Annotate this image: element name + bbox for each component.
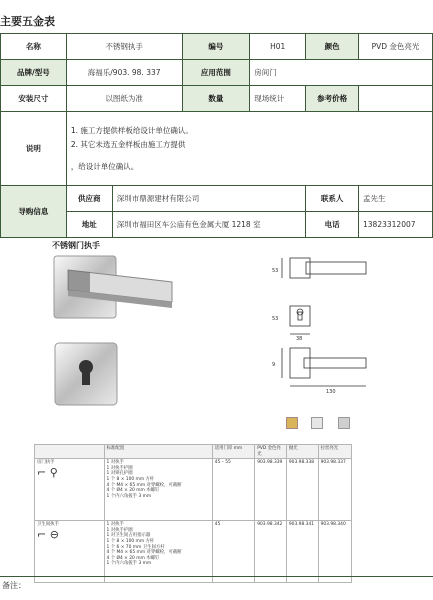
remark-label: 备注：	[2, 581, 26, 590]
catalog-row-title: 卫生间执手	[37, 522, 59, 528]
note-line: 1. 施工方提供样板给设计单位确认。	[70, 125, 193, 135]
note-line: 2. 其它未选五金样板由施工方提供	[70, 139, 186, 149]
dim-53b-label: 53	[272, 316, 279, 322]
color-label: 颜色	[306, 34, 359, 60]
brushed-swatch	[338, 417, 350, 429]
spec-row-brand	[1, 60, 433, 86]
phone-value: 13823312007	[359, 212, 433, 238]
handle-photo	[50, 252, 180, 332]
bathroom-handle-icon: ⌐ ⊖	[37, 527, 59, 541]
config-line: 1 对卫生间占用指示器	[106, 533, 151, 539]
address-value: 深圳市福田区车公庙有色金属大厦 1218 室	[112, 212, 305, 238]
catalog-header-empty	[35, 445, 105, 459]
code-label: 编号	[182, 34, 250, 60]
config-line: 1 个 6 × 70 mm 卫生间方杆	[106, 544, 165, 550]
spec-table	[0, 33, 433, 238]
catalog-header-gold: PVD 金色亮光	[255, 445, 287, 459]
catalog-row-brushed: 903.98.340	[318, 521, 351, 583]
color-value: PVD 金色亮光	[359, 34, 433, 60]
catalog-row-door: 45 – 55	[212, 459, 255, 521]
scope-value: 房间门	[250, 60, 433, 86]
scope-label: 应用范围	[182, 60, 250, 86]
brand-value: 海福乐/903. 98. 337	[66, 60, 182, 86]
phone-label: 电话	[306, 212, 359, 238]
catalog-header-brushed: 拉丝亮光	[318, 445, 351, 459]
config-line: 1 对执手护圈	[106, 465, 133, 471]
catalog-header-config: 标准配置	[104, 445, 212, 459]
price-label: 参考价格	[306, 86, 359, 112]
spec-row-supplier	[1, 186, 433, 212]
size-label: 安装尺寸	[1, 86, 67, 112]
note-line	[71, 152, 428, 160]
dim-38-label: 38	[296, 336, 303, 342]
catalog-table	[34, 444, 352, 583]
catalog-row-config	[104, 459, 212, 521]
catalog-row-polish: 903.98.338	[286, 459, 318, 521]
page-title: 主要五金表	[0, 15, 55, 28]
catalog-row-brushed: 903.98.337	[318, 459, 351, 521]
contact-label: 联系人	[306, 186, 359, 212]
config-line: 1 对执手	[106, 460, 124, 466]
dim-53-label: 53	[272, 268, 279, 274]
rose-photo	[52, 340, 122, 408]
catalog-header-door: 适用门厚 mm	[212, 445, 255, 459]
config-line: 1 对锁孔护圈	[106, 471, 133, 477]
catalog-row-door: 45	[212, 521, 255, 583]
config-line: 1 个内六角扳手 3 mm	[106, 561, 152, 567]
config-line: 1 个内六角扳手 3 mm	[106, 493, 152, 499]
name-value: 不锈钢执手	[66, 34, 182, 60]
config-line: 4 个 M4 × 65 mm 对穿螺栓，可截断	[106, 482, 182, 488]
config-line: 1 个 8 × 100 mm 方杆	[106, 538, 155, 544]
catalog-row-config	[104, 521, 212, 583]
bottom-divider	[0, 576, 433, 577]
catalog-row-gold: 903.98.342	[255, 521, 287, 583]
config-line: 1 对执手	[106, 522, 124, 528]
dim-130-label: 130	[326, 389, 336, 395]
qty-label: 数量	[182, 86, 250, 112]
contact-value: 孟先生	[359, 186, 433, 212]
catalog-row	[35, 521, 352, 583]
qty-value: 现场统计	[250, 86, 306, 112]
config-line: 1 对执手护圈	[106, 527, 133, 533]
price-value	[359, 86, 433, 112]
spec-row-name	[1, 34, 433, 60]
technical-drawing	[268, 248, 378, 398]
name-label: 名称	[1, 34, 67, 60]
brand-label: 品牌/型号	[1, 60, 67, 86]
spec-row-size	[1, 86, 433, 112]
door-handle-icon: ⌐ ⚲	[37, 465, 58, 479]
catalog-row	[35, 459, 352, 521]
note-line: ，给设计单位确认。	[70, 161, 139, 171]
catalog-row-gold: 903.98.339	[255, 459, 287, 521]
catalog-row-polish: 903.98.341	[286, 521, 318, 583]
notes-label: 说明	[1, 112, 67, 186]
address-label: 地址	[66, 212, 112, 238]
dim-9-label: 9	[272, 362, 276, 368]
catalog-header-row	[35, 445, 352, 459]
supplier-label: 供应商	[66, 186, 112, 212]
catalog-row-name	[35, 459, 105, 521]
polished-swatch	[311, 417, 323, 429]
gold-swatch	[286, 417, 298, 429]
size-value: 以图纸为准	[66, 86, 182, 112]
config-line: 4 个 Ø4 × 20 mm 木螺钉	[106, 555, 160, 561]
config-line: 4 个 Ø4 × 20 mm 木螺钉	[106, 488, 160, 494]
catalog-row-title: 房门执手	[37, 460, 55, 466]
config-line: 4 个 M4 × 65 mm 对穿螺栓，可截断	[106, 550, 182, 556]
catalog-row-name	[35, 521, 105, 583]
product-label: 不锈钢门执手	[52, 241, 100, 250]
config-line: 1 个 8 × 100 mm 方杆	[106, 476, 155, 482]
supplier-value: 深圳市鼎源建材有限公司	[112, 186, 305, 212]
notes-text	[66, 112, 432, 186]
guide-label: 导购信息	[1, 186, 67, 238]
catalog-header-polish: 抛光	[286, 445, 318, 459]
spec-row-notes	[1, 112, 433, 186]
code-value: H01	[250, 34, 306, 60]
